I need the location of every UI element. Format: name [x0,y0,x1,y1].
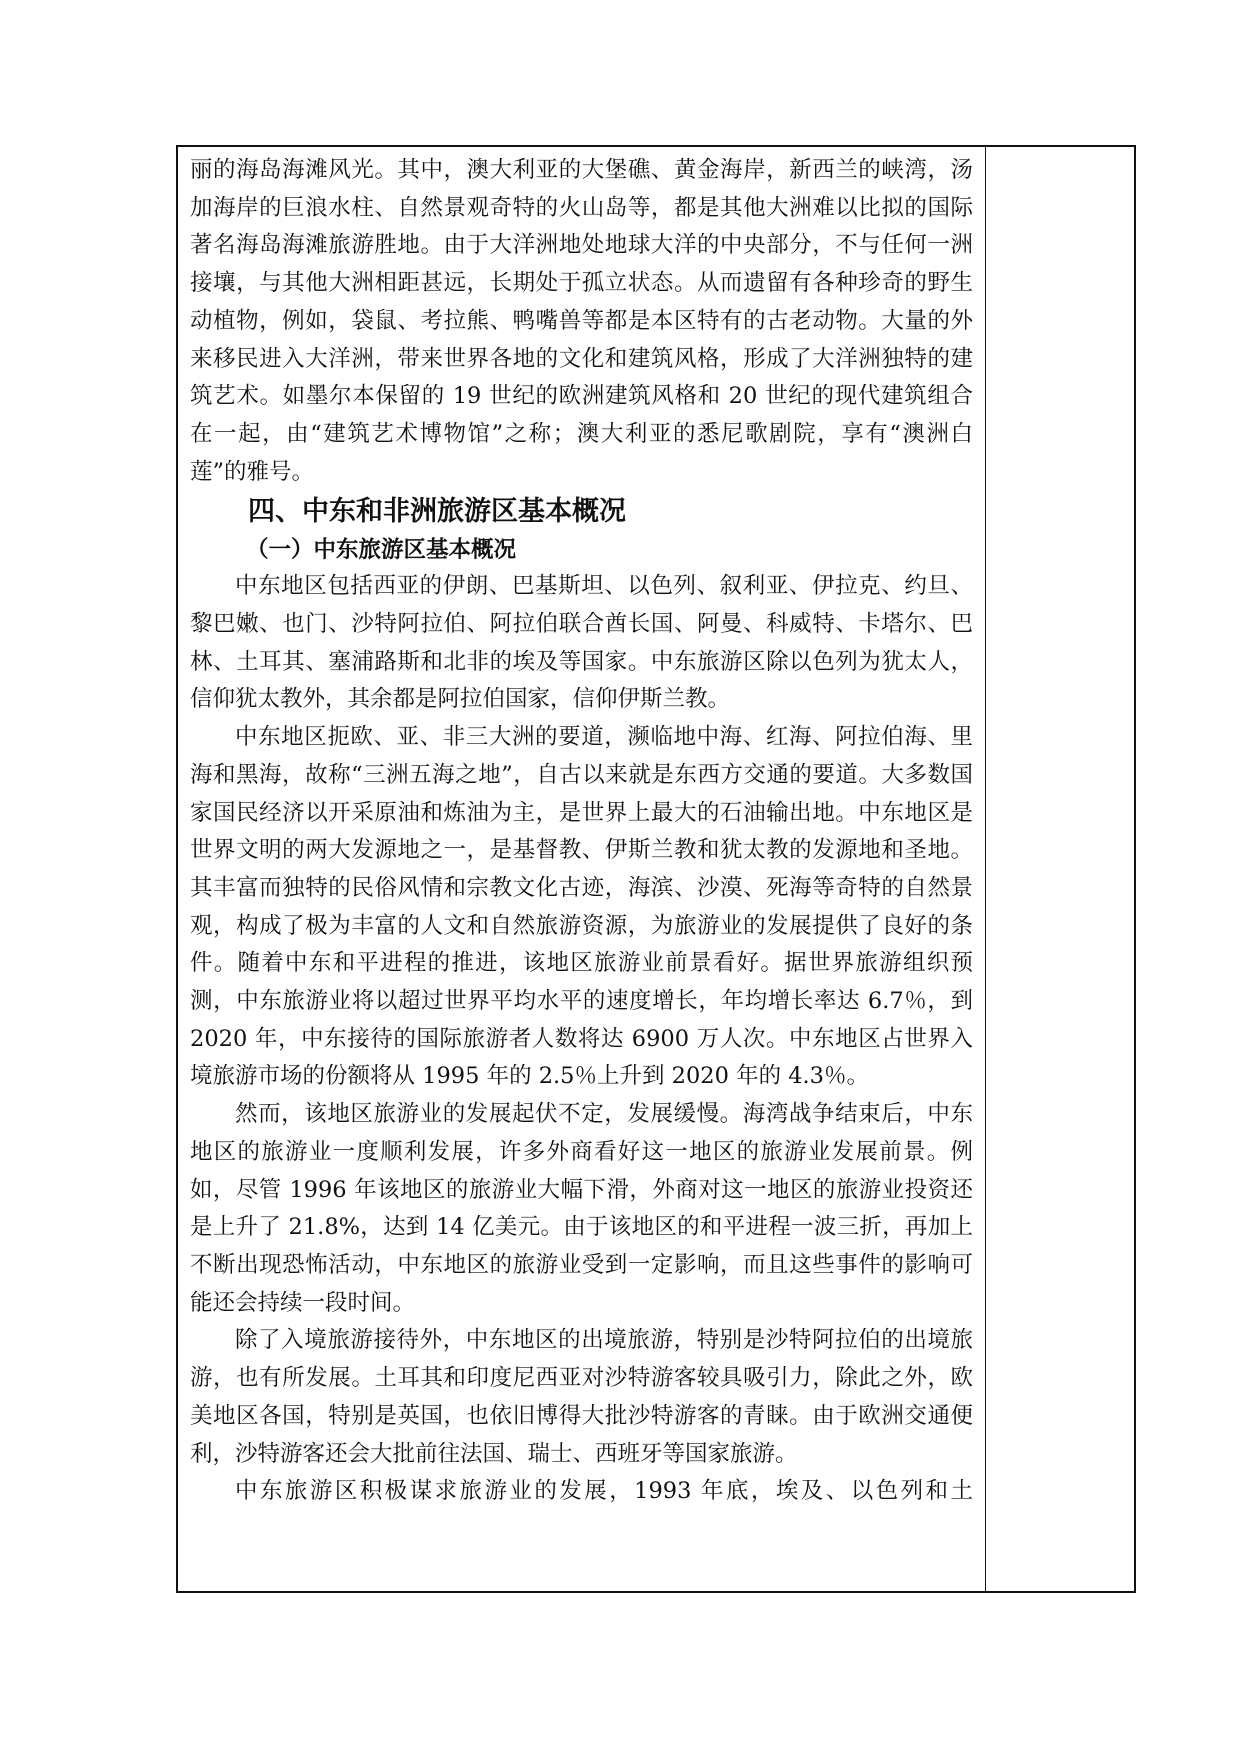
document-table [176,145,1136,1593]
body-paragraph: 中东地区扼欧、亚、非三大洲的要道，濒临地中海、红海、阿拉伯海、里海和黑海，故称“三洲五海之地”，自古以来就是东西方交通的要道。大多数国家国民经济以开采原油和炼油为主，是世界上最大的石油输出地。中东地区是世界文明的两大发源地之一，是基督教、伊斯兰教和犹太教的发源地和圣地。其丰富而独特的民俗风情和宗教文化古迹，海滨、沙漠、死海等奇特的自然景观，构成了极为丰富的人文和自然旅游资源，为旅游业的发展提供了良好的条件。随着中东和平进程的推进，该地区旅游业前景看好。据世界旅游组织预测，中东旅游业将以超过世界平均水平的速度增长，年均增长率达 6.7％，到 2020 年，中东接待的国际旅游者人数将达 6900 万人次。中东地区占世界入境旅游市场的份额将从 1995 年的 2.5％上升到 2020 年的 4.3％。 [190,724,973,1090]
body-paragraph: 中东地区包括西亚的伊朗、巴基斯坦、以色列、叙利亚、伊拉克、约旦、黎巴嫩、也门、沙特阿拉伯、阿拉伯联合酋长国、阿曼、科威特、卡塔尔、巴林、土耳其、塞浦路斯和北非的埃及等国家。中东旅游区除以色列为犹太人，信仰犹太教外，其余都是阿拉伯国家，信仰伊斯兰教。 [190,573,973,713]
body-paragraph: 除了入境旅游接待外，中东地区的出境旅游，特别是沙特阿拉伯的出境旅游，也有所发展。土耳其和印度尼西亚对沙特游客较具吸引力，除此之外，欧美地区各国，特别是英国，也依旧博得大批沙特游客的青睐。由于欧洲交通便利，沙特游客还会大批前往法国、瑞士、西班牙等国家旅游。 [190,1327,973,1467]
section-heading: 四、中东和非洲旅游区基本概况 [248,496,626,528]
side-note-cell [987,147,1134,1591]
intro-paragraph: 丽的海岛海滩风光。其中，澳大利亚的大堡礁、黄金海岸，新西兰的峡湾，汤加海岸的巨浪水柱、自然景观奇特的火山岛等，都是其他大洲难以比拟的国际著名海岛海滩旅游胜地。由于大洋洲地处地球大洋的中央部分，不与任何一洲接壤，与其他大洲相距甚远，长期处于孤立状态。从而遗留有各种珍奇的野生动植物，例如，袋鼠、考拉熊、鸭嘴兽等都是本区特有的古老动物。大量的外来移民进入大洋洲，带来世界各地的文化和建筑风格，形成了大洋洲独特的建筑艺术。如墨尔本保留的 19 世纪的欧洲建筑风格和 20 世纪的现代建筑组合在一起，由“建筑艺术博物馆”之称；澳大利亚的悉尼歌剧院，享有“澳洲白莲”的雅号。 [190,157,973,485]
body-paragraph: 中东旅游区积极谋求旅游业的发展，1993 年底，埃及、以色列和土 [235,1478,973,1505]
body-paragraph: 然而，该地区旅游业的发展起伏不定，发展缓慢。海湾战争结束后，中东地区的旅游业一度顺利发展，许多外商看好这一地区的旅游业发展前景。例如，尽管 1996 年该地区的旅游业大幅下滑，外商对这一地区的旅游业投资还是上升了 21.8%，达到 14 亿美元。由于该地区的和平进程一波三折，再加上不断出现恐怖活动，中东地区的旅游业受到一定影响，而且这些事件的影响可能还会持续一段时间。 [190,1101,973,1316]
column-divider [985,147,986,1591]
subsection-heading: （一）中东旅游区基本概况 [246,537,517,564]
main-content-cell [178,147,985,1591]
